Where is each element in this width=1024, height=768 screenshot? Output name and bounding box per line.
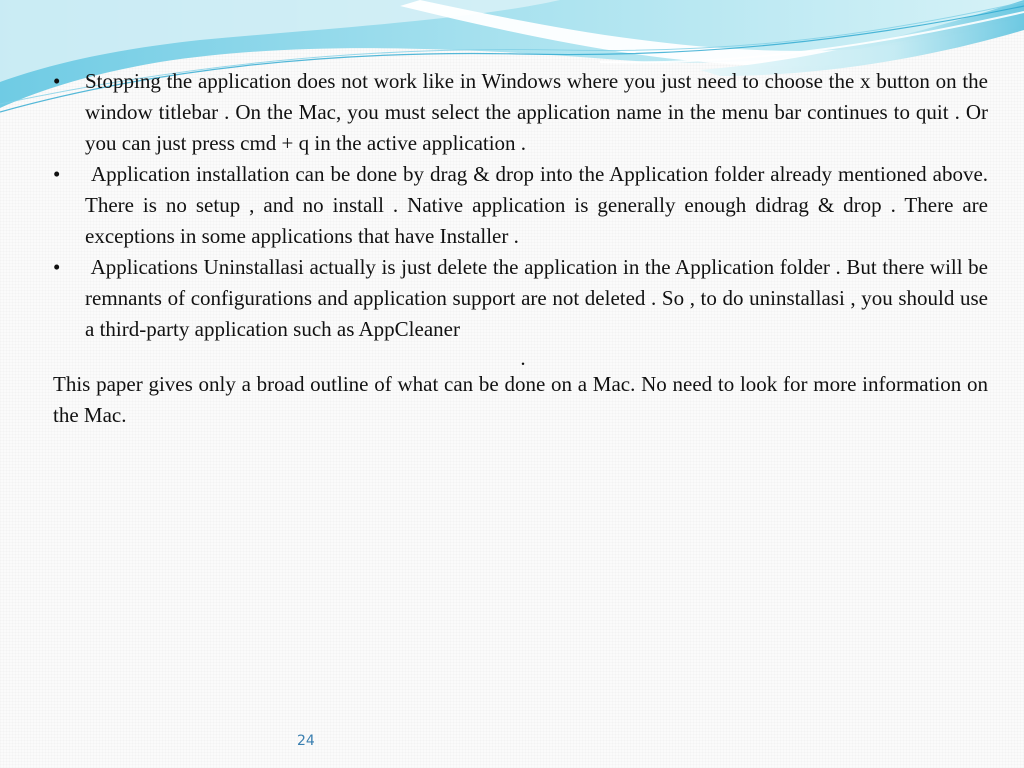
bullet-text: Stopping the application does not work like in Windows where you just need to choose the x button on the window titlebar . On the Mac, you must select the application name in the menu bar continues to quit . Or you can just press cmd + q in the active application . bbox=[85, 69, 988, 155]
slide-body bbox=[53, 66, 994, 431]
bullet-item bbox=[53, 252, 994, 345]
page-number: 24 bbox=[297, 733, 315, 749]
bullet-marker: • bbox=[53, 162, 61, 186]
bullet-list bbox=[53, 66, 994, 345]
bullet-marker: • bbox=[53, 255, 61, 279]
bullet-text: Applications Uninstallasi actually is just delete the application in the Application folder . But there will be remnants of configurations and application support are not deleted . So , to do uninstallasi , you should use a third-party application such as AppCleaner bbox=[85, 255, 994, 341]
closing-paragraph: This paper gives only a broad outline of what can be done on a Mac. No need to look for more information on the Mac. bbox=[53, 372, 988, 427]
stray-period: . bbox=[520, 346, 526, 370]
bullet-marker: • bbox=[53, 69, 61, 93]
bullet-item bbox=[53, 66, 988, 159]
bullet-text: Application installation can be done by drag & drop into the Application folder already mentioned above. There is no setup , and no install . Native application is generally enough didrag & drop . There are exceptions in some applications that have Installer . bbox=[85, 162, 994, 248]
bullet-item bbox=[53, 159, 994, 252]
